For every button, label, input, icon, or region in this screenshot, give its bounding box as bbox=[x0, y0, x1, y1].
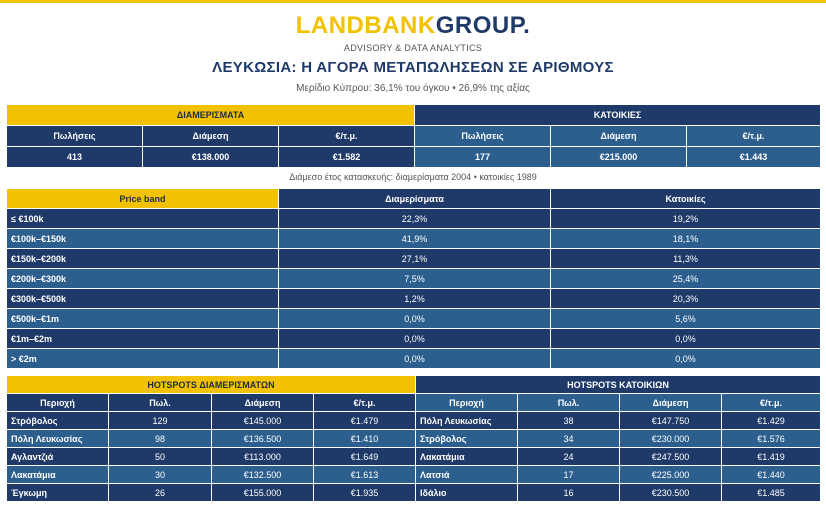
column-header: Πωλ. bbox=[109, 394, 212, 412]
apartments-price-sqm: €1.935 bbox=[314, 484, 416, 502]
apartments-share: 41,9% bbox=[279, 229, 551, 249]
houses-sales: 38 bbox=[518, 412, 620, 430]
houses-share: 18,1% bbox=[551, 229, 821, 249]
logo-tagline: ADVISORY & DATA ANALYTICS bbox=[343, 43, 483, 53]
apartments-area: Στρόβολος bbox=[7, 412, 109, 430]
apartments-sales: 30 bbox=[109, 466, 212, 484]
column-header: €/τ.μ. bbox=[279, 126, 415, 147]
apartments-share: 27,1% bbox=[279, 249, 551, 269]
column-header: Διάμεση bbox=[143, 126, 279, 147]
price-band-table bbox=[6, 188, 821, 369]
houses-hotspots-header: HOTSPOTS ΚΑΤΟΙΚΙΩΝ bbox=[416, 376, 821, 394]
summary-table bbox=[6, 104, 821, 170]
apartments-median-value: €138.000 bbox=[143, 147, 279, 169]
apartments-sales: 50 bbox=[109, 448, 212, 466]
column-header: Πωλήσεις bbox=[415, 126, 551, 147]
report-header bbox=[0, 12, 826, 94]
price-band-header: Price band bbox=[7, 189, 279, 209]
construction-year-note: Διάμεσο έτος κατασκευής: διαμερίσματα 2004 • κατοικίες 1989 bbox=[289, 172, 537, 182]
apartments-area: Πόλη Λευκωσίας bbox=[7, 430, 109, 448]
houses-sales: 34 bbox=[518, 430, 620, 448]
report-subtitle: Μερίδιο Κύπρου: 36,1% του όγκου • 26,9% της αξίας bbox=[296, 83, 530, 94]
houses-share: 11,3% bbox=[551, 249, 821, 269]
column-header: Διάμεση bbox=[212, 394, 314, 412]
column-header: €/τ.μ. bbox=[314, 394, 416, 412]
apartments-price-sqm: €1.479 bbox=[314, 412, 416, 430]
apartments-sales: 129 bbox=[109, 412, 212, 430]
price-band-label: €100k–€150k bbox=[7, 229, 279, 249]
price-band-label: €500k–€1m bbox=[7, 309, 279, 329]
column-header: Πωλήσεις bbox=[7, 126, 143, 147]
apartments-median: €145.000 bbox=[212, 412, 314, 430]
houses-median: €225.000 bbox=[620, 466, 722, 484]
houses-price-sqm: €1.419 bbox=[722, 448, 821, 466]
column-header: Διάμεση bbox=[551, 126, 687, 147]
column-header: €/τ.μ. bbox=[687, 126, 821, 147]
houses-sales: 17 bbox=[518, 466, 620, 484]
apartments-price-sqm: €1.649 bbox=[314, 448, 416, 466]
houses-price-sqm: €1.576 bbox=[722, 430, 821, 448]
apartments-share: 0,0% bbox=[279, 329, 551, 349]
price-band-label: €150k–€200k bbox=[7, 249, 279, 269]
houses-sales: 16 bbox=[518, 484, 620, 502]
apartments-share: 1,2% bbox=[279, 289, 551, 309]
houses-price-sqm: €1.485 bbox=[722, 484, 821, 502]
houses-share: 5,6% bbox=[551, 309, 821, 329]
top-accent-line bbox=[0, 0, 826, 3]
apartments-share: 0,0% bbox=[279, 309, 551, 329]
company-logo: LANDBANKGROUP. bbox=[295, 12, 531, 39]
column-header: Περιοχή bbox=[416, 394, 518, 412]
column-header: Πωλ. bbox=[518, 394, 620, 412]
apartments-median: €132.500 bbox=[212, 466, 314, 484]
houses-area: Στρόβολος bbox=[416, 430, 518, 448]
apartments-area: Έγκωμη bbox=[7, 484, 109, 502]
apartments-share: 0,0% bbox=[279, 349, 551, 369]
apartments-share: 7,5% bbox=[279, 269, 551, 289]
column-header: €/τ.μ. bbox=[722, 394, 821, 412]
houses-share: 20,3% bbox=[551, 289, 821, 309]
apartments-median: €113.000 bbox=[212, 448, 314, 466]
column-header: Διάμεση bbox=[620, 394, 722, 412]
houses-price-sqm: €1.429 bbox=[722, 412, 821, 430]
apartments-sales: 98 bbox=[109, 430, 212, 448]
houses-share: 0,0% bbox=[551, 329, 821, 349]
houses-share: 0,0% bbox=[551, 349, 821, 369]
price-band-label: €1m–€2m bbox=[7, 329, 279, 349]
report-title: ΛΕΥΚΩΣΙΑ: Η ΑΓΟΡΑ ΜΕΤΑΠΩΛΗΣΕΩΝ ΣΕ ΑΡΙΘΜΟΥΣ bbox=[212, 59, 614, 76]
houses-median-value: €215.000 bbox=[551, 147, 687, 169]
column-header: Περιοχή bbox=[7, 394, 109, 412]
apartments-median: €136.500 bbox=[212, 430, 314, 448]
houses-area: Πόλη Λευκωσίας bbox=[416, 412, 518, 430]
price-band-label: > €2m bbox=[7, 349, 279, 369]
apartments-sales: 26 bbox=[109, 484, 212, 502]
houses-median: €247.500 bbox=[620, 448, 722, 466]
apartments-price-sqm-value: €1.582 bbox=[279, 147, 415, 169]
apartments-median: €155.000 bbox=[212, 484, 314, 502]
price-band-label: €200k–€300k bbox=[7, 269, 279, 289]
houses-median: €230.000 bbox=[620, 430, 722, 448]
apartments-price-sqm: €1.613 bbox=[314, 466, 416, 484]
hotspots-table bbox=[6, 375, 821, 502]
houses-share-header: Κατοικίες bbox=[551, 189, 821, 209]
apartments-share-header: Διαμερίσματα bbox=[279, 189, 551, 209]
houses-median: €147.750 bbox=[620, 412, 722, 430]
houses-area: Λατσιά bbox=[416, 466, 518, 484]
apartments-price-sqm: €1.410 bbox=[314, 430, 416, 448]
price-band-label: ≤ €100k bbox=[7, 209, 279, 229]
houses-share: 19,2% bbox=[551, 209, 821, 229]
houses-area: Ιδάλιο bbox=[416, 484, 518, 502]
houses-price-sqm-value: €1.443 bbox=[687, 147, 821, 169]
apartments-area: Λακατάμια bbox=[7, 466, 109, 484]
houses-sales-value: 177 bbox=[415, 147, 551, 169]
houses-section-header: ΚΑΤΟΙΚΙΕΣ bbox=[415, 105, 821, 126]
apartments-sales-value: 413 bbox=[7, 147, 143, 169]
houses-share: 25,4% bbox=[551, 269, 821, 289]
houses-area: Λακατάμια bbox=[416, 448, 518, 466]
apartments-share: 22,3% bbox=[279, 209, 551, 229]
price-band-label: €300k–€500k bbox=[7, 289, 279, 309]
houses-price-sqm: €1.440 bbox=[722, 466, 821, 484]
apartments-hotspots-header: HOTSPOTS ΔΙΑΜΕΡΙΣΜΑΤΩΝ bbox=[7, 376, 416, 394]
apartments-section-header: ΔΙΑΜΕΡΙΣΜΑΤΑ bbox=[7, 105, 415, 126]
houses-sales: 24 bbox=[518, 448, 620, 466]
houses-median: €230.500 bbox=[620, 484, 722, 502]
apartments-area: Αγλαντζιά bbox=[7, 448, 109, 466]
